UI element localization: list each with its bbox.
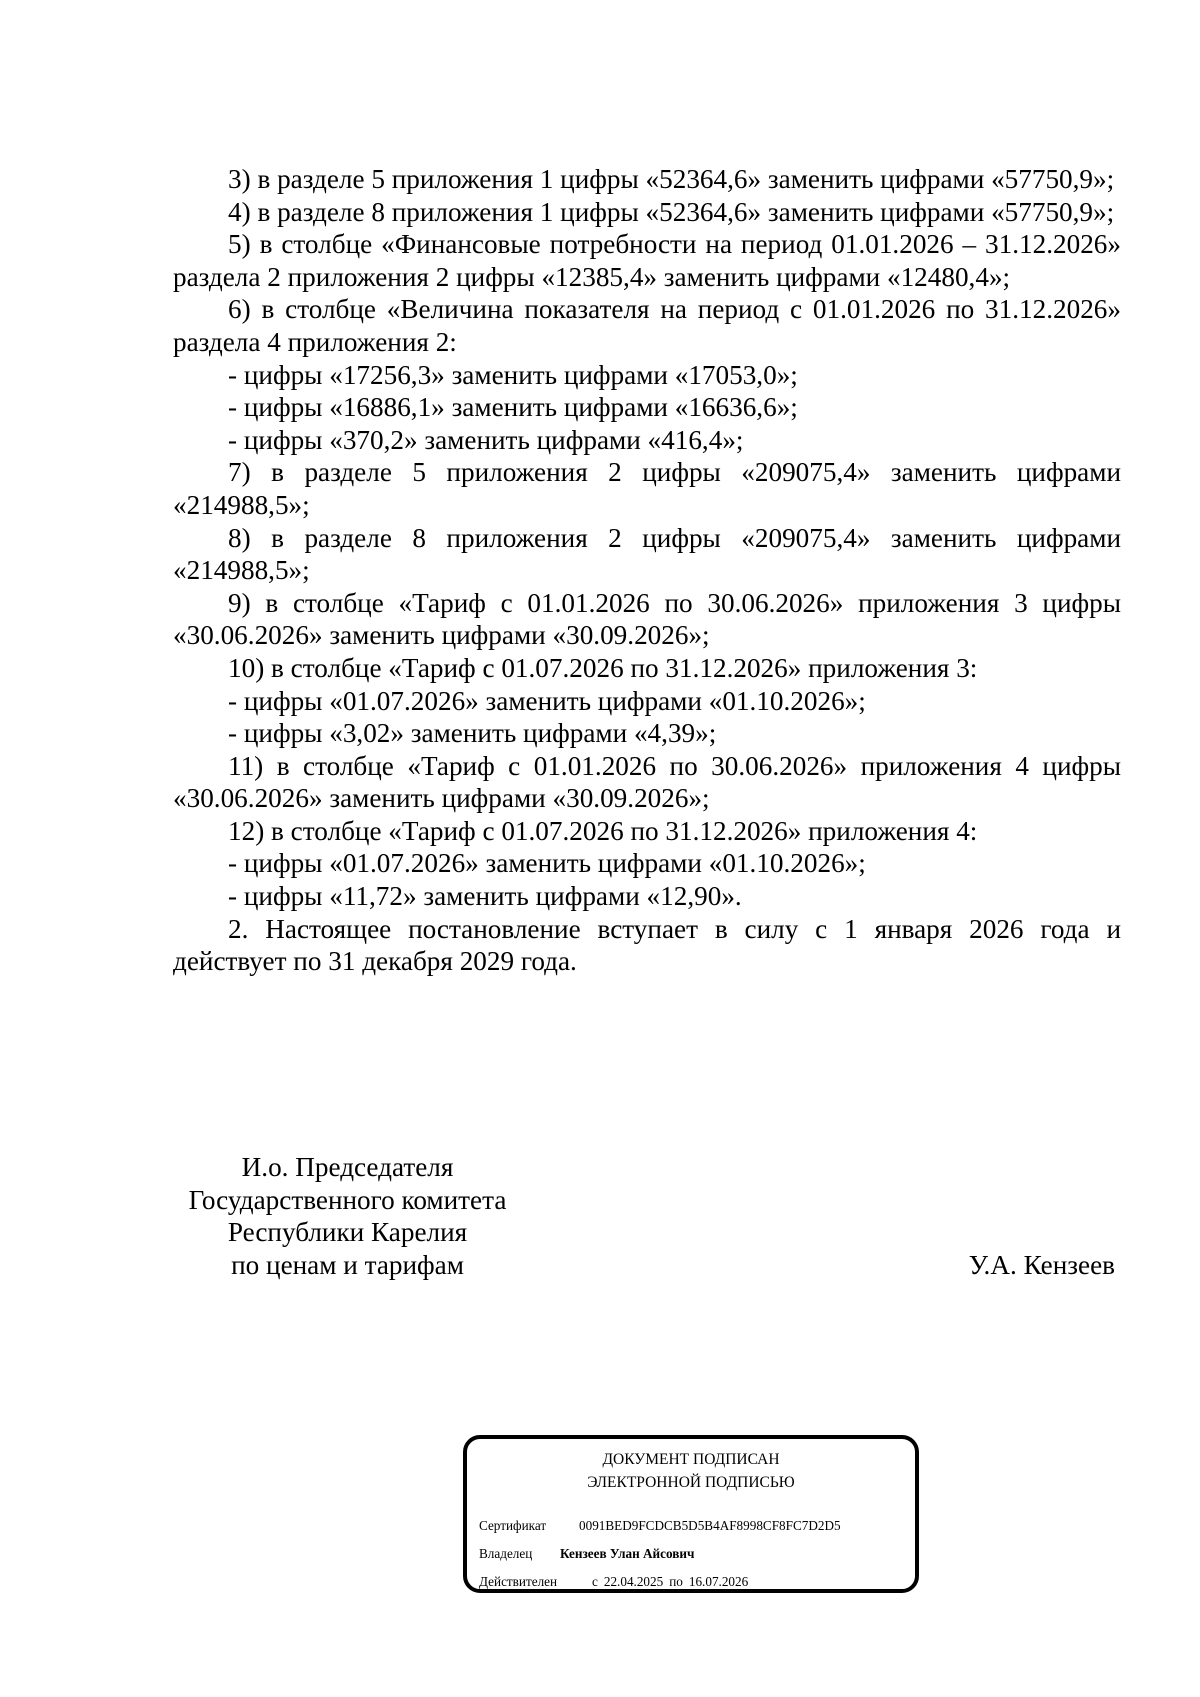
stamp-validity-row (479, 1574, 748, 1590)
amendment-subitem: - цифры «3,02» заменить цифрами «4,39»; (228, 718, 717, 749)
amendment-item-5: 5) в столбце «Финансовые потребности на период 01.01.2026 – 31.12.2026» раздела 2 приложения 2 цифры «12385,4» заменить цифрами «12480,4»; (173, 229, 1121, 292)
signer-name: У.А. Кензеев (968, 1250, 1115, 1280)
stamp-certificate-row (479, 1518, 841, 1534)
certificate-label: Сертификат (479, 1518, 547, 1533)
signer-position (165, 1151, 530, 1281)
stamp-heading-line: ЭЛЕКТРОННОЙ ПОДПИСЬЮ (587, 1474, 795, 1491)
owner-value: Кензеев Улан Айсович (560, 1546, 695, 1561)
owner-label: Владелец (479, 1546, 533, 1561)
certificate-value: 0091BED9FCDCB5D5B4AF8998CF8FC7D2D5 (579, 1518, 841, 1533)
amendment-item-8: 8) в разделе 8 приложения 2 цифры «209075,4» заменить цифрами «214988,5»; (173, 522, 1121, 586)
validity-from-prefix: с (592, 1574, 598, 1589)
amendment-subitem: - цифры «370,2» заменить цифрами «416,4»; (228, 424, 744, 455)
signer-position-line: И.о. Председателя (241, 1152, 454, 1182)
amendment-subitem: - цифры «11,72» заменить цифрами «12,90». (228, 881, 742, 912)
validity-label: Действителен (479, 1574, 558, 1589)
amendment-item-4: 4) в разделе 8 приложения 1 цифры «52364,6» заменить цифрами «57750,9»; (228, 196, 1115, 227)
amendment-item-11: 11) в столбце «Тариф с 01.01.2026 по 30.06.2026» приложения 4 цифры «30.06.2026» заменить цифрами «30.09.2026»; (173, 750, 1121, 814)
amendment-subitem: - цифры «16886,1» заменить цифрами «16636,6»; (228, 392, 798, 423)
amendment-item-7: 7) в разделе 5 приложения 2 цифры «209075,4» заменить цифрами «214988,5»; (173, 457, 1121, 520)
amendment-item-12: 12) в столбце «Тариф с 01.07.2026 по 31.12.2026» приложения 4: (228, 815, 978, 846)
amendment-item-10: 10) в столбце «Тариф с 01.07.2026 по 31.12.2026» приложения 3: (228, 652, 978, 683)
document-body (173, 163, 1121, 978)
electronic-signature-stamp (463, 1435, 919, 1593)
amendment-subitem: - цифры «17256,3» заменить цифрами «17053,0»; (228, 359, 798, 390)
amendment-item-3: 3) в разделе 5 приложения 1 цифры «52364,6» заменить цифрами «57750,9»; (228, 164, 1115, 194)
effective-date-clause: 2. Настоящее постановление вступает в силу с 1 января 2026 года и действует по 31 декабря 2029 года. (173, 913, 1121, 977)
validity-from-date: 22.04.2025 (603, 1574, 664, 1589)
stamp-heading (467, 1448, 915, 1494)
amendment-item-6: 6) в столбце «Величина показателя на период с 01.01.2026 по 31.12.2026» раздела 4 приложения 2: (173, 294, 1121, 357)
signer-position-line: Государственного комитета (188, 1184, 507, 1215)
stamp-heading-line: ДОКУМЕНТ ПОДПИСАН (602, 1451, 780, 1468)
signer-position-line: Республики Карелия (227, 1217, 468, 1248)
validity-to-prefix: по (669, 1574, 683, 1589)
stamp-owner-row (479, 1546, 694, 1562)
signer-position-line: по ценам и тарифам (231, 1249, 464, 1280)
validity-to-date: 16.07.2026 (688, 1574, 749, 1589)
amendment-item-9: 9) в столбце «Тариф с 01.01.2026 по 30.06.2026» приложения 3 цифры «30.06.2026» заменить цифрами «30.09.2026»; (173, 587, 1121, 651)
amendment-subitem: - цифры «01.07.2026» заменить цифрами «01.10.2026»; (228, 685, 866, 716)
amendment-subitem: - цифры «01.07.2026» заменить цифрами «01.10.2026»; (228, 848, 866, 879)
